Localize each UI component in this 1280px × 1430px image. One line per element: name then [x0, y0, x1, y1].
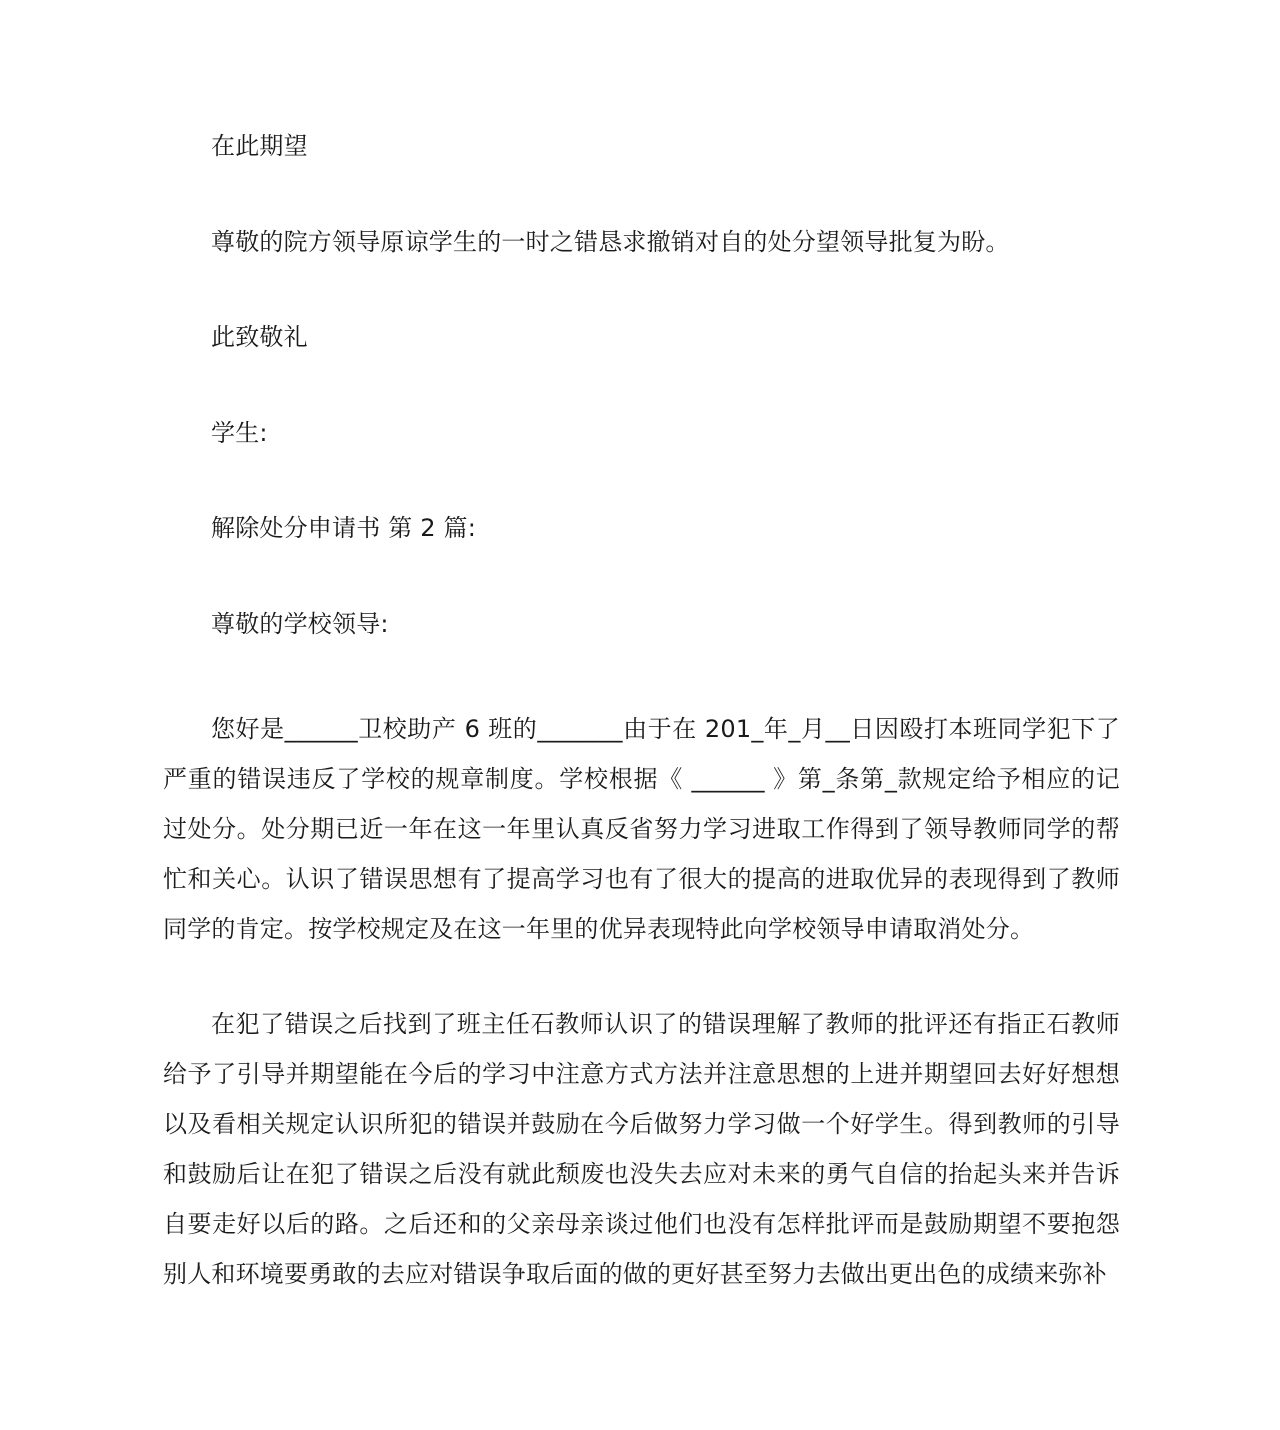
- paragraph-signature: 学生:: [211, 419, 268, 447]
- paragraph-body-2: 在犯了错误之后找到了班主任石教师认识了的错误理解了教师的批评还有指正石教师给予了引导并期望能在今后的学习中注意方式方法并注意思想的上进并期望回去好好想想以及看相关规定认识所犯的错误并鼓励在今后做努力学习做一个好学生。得到教师的引导和鼓励后让在犯了错误之后没有就此颓废也没失去应对未来的勇气自信的抬起头来并告诉自要走好以后的路。之后还和的父亲母亲谈过他们也没有怎样批评而是鼓励期望不要抱怨别人和环境要勇敢的去应对错误争取后面的做的更好甚至努力去做出更出色的成绩来弥补: [163, 1010, 1120, 1288]
- paragraph-closing-hope: 在此期望: [211, 132, 308, 160]
- paragraph-body-1: 您好是______卫校助产 6 班的_______由于在 201_年_月__日因殴打本班同学犯下了严重的错误违反了学校的规章制度。学校根据《 ______ 》第_条第_款规定给予相应的记过处分。处分期已近一年在这一年里认真反省努力学习进取工作得到了领导教师同学的帮忙和关心。认识了错误思想有了提高学习也有了很大的提高的进取优异的表现得到了教师同学的肯定。按学校规定及在这一年里的优异表现特此向学校领导申请取消处分。: [163, 715, 1120, 943]
- paragraph-request: 尊敬的院方领导原谅学生的一时之错恳求撤销对自的处分望领导批复为盼。: [211, 228, 1010, 256]
- paragraph-salutation: 此致敬礼: [211, 323, 308, 351]
- paragraph-greeting: 尊敬的学校领导:: [211, 610, 389, 638]
- section-heading: 解除处分申请书 第 2 篇:: [211, 514, 477, 542]
